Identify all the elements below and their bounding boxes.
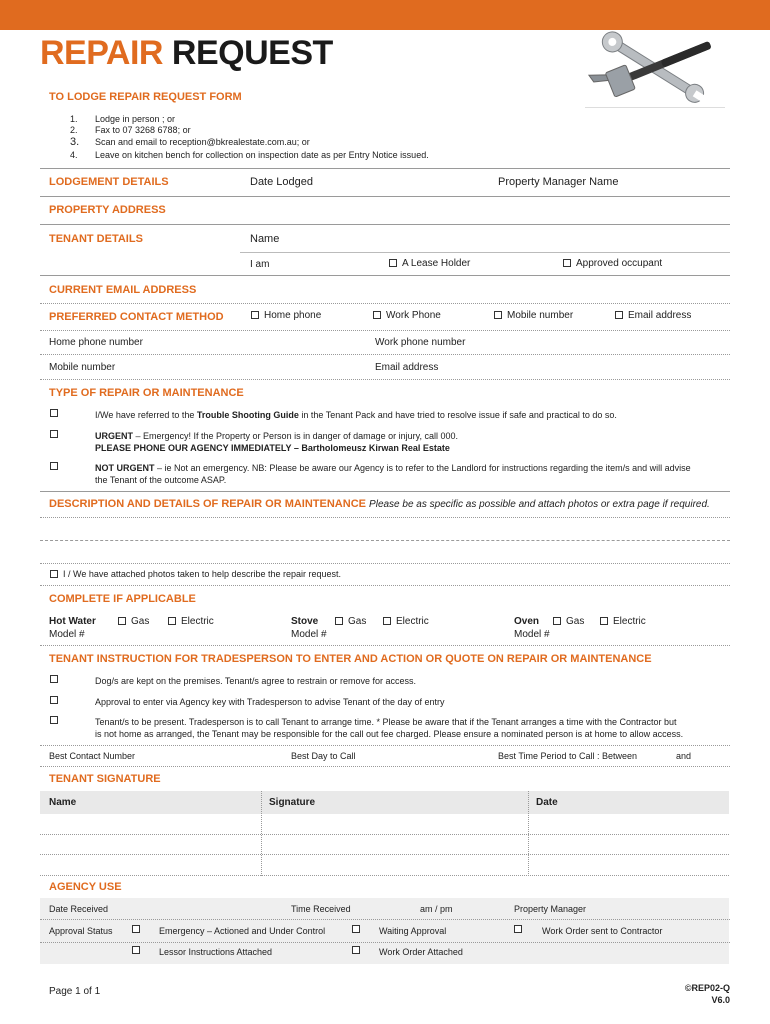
best-contact-label: Best Contact Number [49, 751, 136, 761]
checkbox-icon[interactable] [50, 409, 58, 417]
instruction-heading: TENANT INSTRUCTION FOR TRADESPERSON TO ENTER AND ACTION OR QUOTE ON REPAIR OR MAINTENANCE [49, 653, 652, 665]
divider [40, 942, 730, 943]
not-urgent-option: NOT URGENT – ie Not an emergency. NB: Please be aware our Agency is to refer to the Landlord for instructions regarding the item/s and will advise [95, 463, 691, 473]
tenant-present-note: is not home as arranged, the Tenant may be responsible for the call out fee charged. Please ensure a nominated person is at home to allow access. [95, 729, 684, 739]
trouble-shooting-option: I/We have referred to the Trouble Shooting Guide in the Tenant Pack and have tried to resolve issue if safe and practical to do so. [95, 410, 617, 420]
checkbox-icon[interactable] [118, 617, 126, 625]
agency-key-option: Approval to enter via Agency key with Tradesperson to advise Tenant of the day of entry [95, 697, 445, 707]
checkbox-icon[interactable] [553, 617, 561, 625]
approval-status-label: Approval Status [49, 926, 113, 936]
email-address-label: Email address [375, 362, 439, 373]
agency-heading: AGENCY USE [49, 881, 122, 893]
list-item: 3. Scan and email to reception@bkrealestate.com.au; or [70, 136, 310, 148]
divider [40, 645, 730, 646]
lease-holder-option[interactable]: A Lease Holder [389, 258, 470, 269]
stove-electric-option[interactable]: Electric [383, 616, 429, 627]
hammer-wrench-icon [585, 28, 725, 108]
current-email-heading: CURRENT EMAIL ADDRESS [49, 284, 197, 296]
best-day-label: Best Day to Call [291, 751, 356, 761]
time-received-label: Time Received [291, 904, 351, 914]
home-phone-number-label: Home phone number [49, 337, 143, 348]
divider [40, 168, 730, 169]
checkbox-icon[interactable] [50, 430, 58, 438]
divider [40, 379, 730, 380]
description-heading: DESCRIPTION AND DETAILS OF REPAIR OR MAINTENANCE Please be as specific as possible and attach photos or extra page if required. [49, 498, 710, 510]
urgent-option: URGENT – Emergency! If the Property or Person is in danger of damage or injury, call 000. [95, 431, 458, 441]
email-address-option[interactable]: Email address [615, 310, 691, 321]
home-phone-option[interactable]: Home phone [251, 310, 321, 321]
divider [40, 919, 730, 920]
best-time-label: Best Time Period to Call : Between [498, 751, 638, 761]
checkbox-icon[interactable] [168, 617, 176, 625]
checkbox-icon[interactable] [50, 462, 58, 470]
divider [40, 745, 730, 746]
list-item: 4. Leave on kitchen bench for collection on inspection date as per Entry Notice issued. [70, 150, 429, 160]
table-row[interactable] [40, 814, 729, 835]
column-header-signature: Signature [269, 797, 316, 808]
work-order-sent-option: Work Order sent to Contractor [542, 926, 663, 936]
divider [240, 252, 730, 253]
checkbox-icon[interactable] [132, 946, 140, 954]
oven-model-label: Model # [514, 629, 550, 640]
list-item: 2. Fax to 07 3268 6788; or [70, 125, 191, 135]
description-note: Please be as specific as possible and attach photos or extra page if required. [369, 499, 710, 510]
tenant-name-label: Name [250, 233, 280, 245]
lodgement-heading: LODGEMENT DETAILS [49, 176, 169, 188]
repair-type-heading: TYPE OF REPAIR OR MAINTENANCE [49, 387, 244, 399]
checkbox-icon[interactable] [373, 311, 381, 319]
checkbox-icon[interactable] [132, 925, 140, 933]
work-phone-option[interactable]: Work Phone [373, 310, 441, 321]
divider [40, 330, 730, 331]
divider [40, 196, 730, 197]
mobile-number-label: Mobile number [49, 362, 116, 373]
checkbox-icon[interactable] [335, 617, 343, 625]
divider [40, 585, 730, 586]
signature-heading: TENANT SIGNATURE [49, 773, 161, 785]
checkbox-icon[interactable] [251, 311, 259, 319]
form-code: ©REP02-Q [684, 983, 730, 993]
and-label: and [676, 751, 692, 761]
waiting-approval-option: Waiting Approval [379, 926, 447, 936]
checkbox-icon[interactable] [383, 617, 391, 625]
date-lodged-label: Date Lodged [250, 176, 313, 188]
tenant-present-option: Tenant/s to be present. Tradesperson is to call Tenant to arrange time. * Please be aware that if the Tenant arranges a time with the Contractor but [95, 717, 677, 727]
signature-table-header [40, 791, 729, 814]
divider [40, 491, 730, 492]
stove-model-label: Model # [291, 629, 327, 640]
description-line[interactable] [40, 540, 730, 541]
checkbox-icon[interactable] [50, 696, 58, 704]
urgent-phone-note: PLEASE PHONE OUR AGENCY IMMEDIATELY – Bartholomeusz Kirwan Real Estate [95, 443, 450, 453]
checkbox-icon[interactable] [50, 570, 58, 578]
lodge-steps-list [70, 114, 670, 161]
hot-water-model-label: Model # [49, 629, 85, 640]
title-word-request: REQUEST [171, 34, 333, 72]
checkbox-icon[interactable] [389, 259, 397, 267]
applicable-heading: COMPLETE IF APPLICABLE [49, 593, 196, 605]
column-header-name: Name [49, 797, 77, 808]
top-bar [0, 0, 770, 30]
hot-water-label: Hot Water [49, 616, 96, 627]
am-pm-label: am / pm [420, 904, 453, 914]
oven-electric-option[interactable]: Electric [600, 616, 646, 627]
checkbox-icon[interactable] [50, 675, 58, 683]
property-manager-label: Property Manager Name [498, 176, 619, 188]
divider [585, 107, 725, 108]
divider [40, 224, 730, 225]
form-version: V6.0 [711, 995, 730, 1005]
stove-gas-option[interactable]: Gas [335, 616, 366, 627]
hot-water-electric-option[interactable]: Electric [168, 616, 214, 627]
preferred-contact-heading: PREFERRED CONTACT METHOD [49, 311, 224, 323]
divider [40, 303, 730, 304]
divider [40, 275, 730, 276]
divider [40, 354, 730, 355]
column-header-date: Date [536, 797, 558, 808]
i-am-label: I am [250, 259, 270, 270]
property-address-heading: PROPERTY ADDRESS [49, 204, 166, 216]
dogs-option: Dog/s are kept on the premises. Tenant/s agree to restrain or remove for access. [95, 676, 416, 686]
list-item: 1. Lodge in person ; or [70, 114, 176, 124]
page-number: Page 1 of 1 [49, 986, 101, 997]
mobile-number-option[interactable]: Mobile number [494, 310, 573, 321]
checkbox-icon[interactable] [600, 617, 608, 625]
checkbox-icon[interactable] [50, 716, 58, 724]
hot-water-gas-option[interactable]: Gas [118, 616, 149, 627]
agency-property-manager-label: Property Manager [514, 904, 587, 914]
page-title [40, 34, 333, 73]
divider [40, 517, 730, 518]
checkbox-icon[interactable] [563, 259, 571, 267]
checkbox-icon[interactable] [352, 925, 360, 933]
tenant-details-heading: TENANT DETAILS [49, 233, 143, 245]
lodge-heading: TO LODGE REPAIR REQUEST FORM [49, 91, 242, 103]
divider [40, 766, 730, 767]
checkbox-icon[interactable] [352, 946, 360, 954]
work-phone-number-label: Work phone number [375, 337, 466, 348]
work-order-attached-option: Work Order Attached [379, 947, 463, 957]
stove-label: Stove [291, 616, 319, 627]
not-urgent-note: the Tenant of the outcome ASAP. [95, 475, 227, 485]
lessor-instructions-option: Lessor Instructions Attached [159, 947, 273, 957]
signature-table [40, 791, 729, 876]
oven-label: Oven [514, 616, 540, 627]
title-word-repair: REPAIR [40, 34, 163, 72]
oven-gas-option[interactable]: Gas [553, 616, 584, 627]
table-row[interactable] [40, 835, 729, 855]
divider [40, 563, 730, 564]
emergency-option: Emergency – Actioned and Under Control [159, 926, 326, 936]
photos-attached-option[interactable]: I / We have attached photos taken to help describe the repair request. [50, 569, 341, 579]
table-row[interactable] [40, 855, 729, 876]
checkbox-icon[interactable] [615, 311, 623, 319]
approved-occupant-option[interactable]: Approved occupant [563, 258, 662, 269]
checkbox-icon[interactable] [514, 925, 522, 933]
date-received-label: Date Received [49, 904, 109, 914]
checkbox-icon[interactable] [494, 311, 502, 319]
